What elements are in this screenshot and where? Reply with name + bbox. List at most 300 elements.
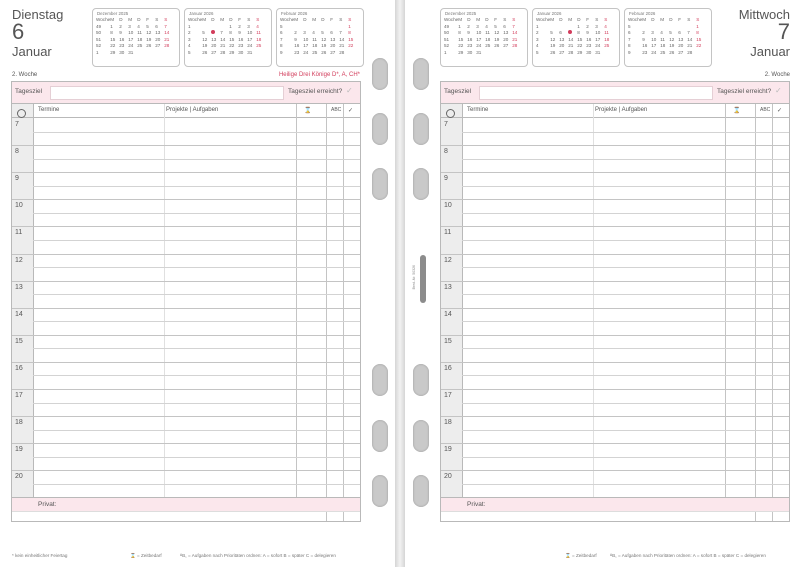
calendar-day-cell: 14 bbox=[339, 36, 345, 42]
half-hour-line bbox=[462, 403, 789, 404]
left-page bbox=[0, 0, 395, 567]
calendar-day-cell: 24 bbox=[303, 49, 309, 55]
calendar-header-cell: S bbox=[256, 17, 260, 22]
calendar-day-cell: 50 bbox=[444, 30, 450, 35]
hour-label: 18 bbox=[444, 419, 452, 427]
hour-label: 8 bbox=[444, 148, 448, 156]
calendar-day-cell: 52 bbox=[444, 43, 450, 48]
private-label: Privat: bbox=[467, 501, 486, 508]
hour-column bbox=[441, 104, 463, 499]
half-hour-line bbox=[462, 213, 789, 214]
calendar-day-cell: 31 bbox=[128, 49, 134, 55]
calendar-day-cell: 13 bbox=[503, 30, 509, 35]
calendar-header-cell: F bbox=[586, 17, 590, 22]
hour-label: 9 bbox=[444, 175, 448, 183]
calendar-day-cell bbox=[512, 50, 521, 57]
calendar-day-cell bbox=[155, 50, 164, 57]
hour-line bbox=[12, 362, 360, 363]
calendar-day-cell: 13 bbox=[678, 36, 684, 42]
half-hour-line bbox=[462, 159, 789, 160]
calendar-day-cell: 49 bbox=[96, 23, 102, 29]
hour-line bbox=[441, 416, 789, 417]
half-hour-line bbox=[462, 484, 789, 485]
hour-label: 13 bbox=[444, 283, 452, 291]
hour-line bbox=[441, 281, 789, 282]
hour-line bbox=[12, 308, 360, 309]
calendar-day-cell: 21 bbox=[339, 43, 345, 48]
calendar-day-cell: 3 bbox=[247, 23, 250, 29]
calendar-day-cell: 23 bbox=[586, 43, 592, 48]
current-day-marker bbox=[211, 30, 215, 34]
calendar-day-cell: 16 bbox=[586, 36, 592, 42]
calendar-day-cell: 5 bbox=[628, 23, 631, 29]
calendar-day-cell: 10 bbox=[476, 30, 482, 35]
hour-label: 18 bbox=[15, 419, 23, 427]
calendar-header-cell: M bbox=[312, 17, 317, 22]
spine-label bbox=[414, 255, 434, 305]
calendar-day-cell: 3 bbox=[303, 30, 306, 35]
calendar-header-cell: D bbox=[303, 17, 307, 22]
legend-priorities: ᴬB꜀ = Aufgaben nach Prioritäten ordnen: A = sofort B = später C = delegieren bbox=[180, 553, 336, 558]
calendar-day-cell: 16 bbox=[294, 43, 300, 48]
calendar-day-cell: 7 bbox=[220, 30, 223, 35]
calendar-header-cell: D bbox=[119, 17, 123, 22]
goal-check-icon[interactable]: ✓ bbox=[346, 86, 353, 95]
calendar-header-cell: D bbox=[229, 17, 233, 22]
calendar-header-cell: M bbox=[110, 17, 115, 22]
calendar-header-cell: D bbox=[651, 17, 655, 22]
goal-label: Tagesziel bbox=[444, 88, 472, 95]
calendar-header-cell: M bbox=[660, 17, 665, 22]
calendar-day-cell: 16 bbox=[238, 36, 244, 42]
hour-label: 12 bbox=[15, 256, 23, 264]
calendar-day-cell: 7 bbox=[687, 30, 690, 35]
calendar-day-cell bbox=[256, 50, 265, 57]
week-label: 2. Woche bbox=[764, 72, 790, 78]
calendar-day-cell: 15 bbox=[229, 36, 235, 42]
hour-line bbox=[12, 470, 360, 471]
column-header bbox=[12, 104, 360, 118]
calendar-day-cell: 1 bbox=[188, 23, 191, 29]
calendar-day-cell: 22 bbox=[696, 43, 702, 48]
calendar-day-cell: 23 bbox=[467, 43, 473, 48]
calendar-day-cell: 6 bbox=[155, 23, 158, 29]
hour-line bbox=[441, 226, 789, 227]
calendar-header-cell: M bbox=[550, 17, 555, 22]
calendar-day-cell: 51 bbox=[444, 36, 450, 42]
calendar-day-cell: 2 bbox=[586, 23, 589, 29]
hour-line bbox=[12, 416, 360, 417]
hour-line bbox=[441, 199, 789, 200]
hour-label: 12 bbox=[444, 256, 452, 264]
mini-calendar-title: Dezember 2025 bbox=[445, 11, 477, 16]
hour-line bbox=[441, 335, 789, 336]
termine-header: Termine bbox=[467, 107, 489, 113]
footnote: * kein einheitlicher Feiertag bbox=[12, 553, 68, 558]
calendar-day-cell: 20 bbox=[678, 43, 684, 48]
hour-line bbox=[441, 308, 789, 309]
calendar-day-cell: 5 bbox=[536, 49, 539, 55]
holiday-label: Heilige Drei Könige D*, A, CH* bbox=[278, 72, 360, 78]
half-hour-line bbox=[462, 348, 789, 349]
calendar-day-cell: 14 bbox=[512, 30, 518, 35]
half-hour-line bbox=[33, 132, 360, 133]
calendar-day-cell: 5 bbox=[146, 23, 149, 29]
hour-label: 16 bbox=[444, 364, 452, 372]
day-number: 7 bbox=[777, 19, 790, 44]
calendar-header-cell: D bbox=[137, 17, 141, 22]
column-divider bbox=[772, 104, 773, 521]
calendar-day-cell: 21 bbox=[687, 43, 693, 48]
calendar-day-cell: 29 bbox=[110, 49, 116, 55]
hour-label: 10 bbox=[15, 202, 23, 210]
calendar-header-cell: F bbox=[678, 17, 682, 22]
half-hour-line bbox=[33, 457, 360, 458]
calendar-day-cell: 31 bbox=[247, 49, 253, 55]
mini-calendar-title: Januar 2026 bbox=[537, 11, 562, 16]
calendar-day-cell: 13 bbox=[330, 36, 336, 42]
goal-input[interactable] bbox=[50, 86, 284, 100]
hour-line bbox=[441, 172, 789, 173]
half-hour-line bbox=[33, 267, 360, 268]
calendar-day-cell: 12 bbox=[494, 30, 500, 35]
calendar-day-cell: 24 bbox=[247, 43, 253, 48]
legend-zeitbedarf: ⌛ = Zeitbedarf bbox=[130, 553, 162, 558]
calendar-day-cell: 7 bbox=[339, 30, 342, 35]
punch-hole bbox=[372, 420, 388, 452]
calendar-day-cell: 19 bbox=[202, 43, 208, 48]
calendar-header-cell: Woche bbox=[628, 17, 643, 22]
hour-label: 14 bbox=[15, 310, 23, 318]
hour-label: 15 bbox=[444, 337, 452, 345]
calendar-day-cell: 28 bbox=[512, 43, 518, 48]
calendar-day-cell: 26 bbox=[669, 49, 675, 55]
calendar-header-cell: S bbox=[512, 17, 516, 22]
projekte-header: Projekte | Aufgaben bbox=[595, 107, 648, 113]
goal-reached-label: Tagesziel erreicht? bbox=[288, 88, 343, 95]
half-hour-line bbox=[33, 213, 360, 214]
calendar-day-cell: 17 bbox=[303, 43, 309, 48]
hour-label: 7 bbox=[15, 121, 19, 128]
calendar-day-cell: 4 bbox=[137, 23, 140, 29]
calendar-day-cell: 7 bbox=[628, 36, 631, 42]
calendar-day-cell: 29 bbox=[577, 49, 583, 55]
half-hour-line bbox=[33, 430, 360, 431]
done-check-header: ✓ bbox=[777, 108, 783, 114]
calendar-day-cell: 22 bbox=[577, 43, 583, 48]
calendar-day-cell: 4 bbox=[536, 43, 539, 48]
calendar-day-cell: 10 bbox=[595, 30, 601, 35]
legend-zeitbedarf: ⌛ = Zeitbedarf bbox=[565, 553, 597, 558]
punch-hole bbox=[413, 168, 429, 200]
calendar-day-cell: 24 bbox=[128, 43, 134, 48]
calendar-day-cell: 22 bbox=[229, 43, 235, 48]
calendar-day-cell bbox=[164, 50, 173, 57]
calendar-day-cell: 25 bbox=[312, 49, 318, 55]
calendar-day-cell: 8 bbox=[110, 30, 113, 35]
calendar-day-cell: 8 bbox=[628, 43, 631, 48]
calendar-day-cell: 23 bbox=[238, 43, 244, 48]
calendar-day-cell: 18 bbox=[137, 36, 143, 42]
calendar-day-cell: 8 bbox=[280, 43, 283, 48]
calendar-day-cell: 12 bbox=[202, 36, 208, 42]
calendar-day-cell: 9 bbox=[119, 30, 122, 35]
calendar-day-cell: 28 bbox=[687, 49, 693, 55]
hour-label: 10 bbox=[444, 202, 452, 210]
calendar-header-cell: M bbox=[458, 17, 463, 22]
calendar-day-cell: 18 bbox=[485, 36, 491, 42]
calendar-header-cell: Woche bbox=[280, 17, 295, 22]
calendar-header-cell: M bbox=[476, 17, 481, 22]
hourglass-icon: ⌛ bbox=[304, 108, 312, 114]
calendar-day-cell: 26 bbox=[494, 43, 500, 48]
half-hour-line bbox=[462, 375, 789, 376]
calendar-day-cell: 5 bbox=[550, 30, 553, 35]
calendar-day-cell: 28 bbox=[220, 49, 226, 55]
hour-line bbox=[12, 254, 360, 255]
calendar-day-cell: 49 bbox=[444, 23, 450, 29]
calendar-header-cell: M bbox=[202, 17, 207, 22]
goal-input[interactable] bbox=[479, 86, 713, 100]
calendar-header-cell: M bbox=[642, 17, 647, 22]
calendar-day-cell bbox=[494, 50, 503, 57]
half-hour-line bbox=[33, 159, 360, 160]
half-hour-line bbox=[33, 321, 360, 322]
calendar-day-cell: 17 bbox=[476, 36, 482, 42]
abc-priority-header: ABC bbox=[760, 107, 771, 113]
mini-calendar bbox=[532, 8, 620, 67]
calendar-header-cell: S bbox=[696, 17, 700, 22]
calendar-day-cell: 2 bbox=[188, 30, 191, 35]
calendar-day-cell: 5 bbox=[280, 23, 283, 29]
calendar-header-cell: M bbox=[220, 17, 225, 22]
hour-column bbox=[12, 104, 34, 499]
calendar-day-cell: 6 bbox=[628, 30, 631, 35]
calendar-day-cell: 19 bbox=[146, 36, 152, 42]
calendar-header-cell: Woche bbox=[444, 17, 459, 22]
half-hour-line bbox=[462, 132, 789, 133]
hourglass-icon: ⌛ bbox=[733, 108, 741, 114]
day-name: Mittwoch bbox=[738, 7, 790, 22]
calendar-day-cell: 14 bbox=[220, 36, 226, 42]
calendar-day-cell: 25 bbox=[137, 43, 143, 48]
calendar-day-cell: 20 bbox=[503, 36, 509, 42]
goal-row bbox=[441, 82, 789, 104]
calendar-header-cell: D bbox=[559, 17, 563, 22]
goal-check-icon[interactable]: ✓ bbox=[775, 86, 782, 95]
planner-grid bbox=[440, 81, 790, 522]
calendar-day-cell: 22 bbox=[348, 43, 354, 48]
goal-label: Tagesziel bbox=[15, 88, 43, 95]
calendar-header-cell: D bbox=[211, 17, 215, 22]
calendar-day-cell: 23 bbox=[119, 43, 125, 48]
private-label: Privat: bbox=[38, 501, 57, 508]
calendar-day-cell: 28 bbox=[164, 43, 170, 48]
calendar-day-cell: 3 bbox=[476, 23, 479, 29]
calendar-header-cell: S bbox=[155, 17, 159, 22]
mini-calendar bbox=[184, 8, 272, 67]
half-hour-line bbox=[33, 484, 360, 485]
calendar-day-cell: 4 bbox=[256, 23, 259, 29]
calendar-day-cell: 10 bbox=[247, 30, 253, 35]
calendar-day-cell: 30 bbox=[238, 49, 244, 55]
calendar-day-cell: 9 bbox=[294, 36, 297, 42]
hour-line bbox=[12, 335, 360, 336]
calendar-day-cell: 11 bbox=[604, 30, 609, 35]
hour-line bbox=[12, 443, 360, 444]
mini-calendar-title: Februar 2026 bbox=[281, 11, 308, 16]
calendar-day-cell: 2 bbox=[238, 23, 241, 29]
calendar-day-cell: 16 bbox=[119, 36, 125, 42]
calendar-header-cell: F bbox=[494, 17, 498, 22]
hour-label: 11 bbox=[15, 229, 23, 237]
mini-calendar-title: Januar 2026 bbox=[189, 11, 214, 16]
calendar-day-cell: 4 bbox=[188, 43, 191, 48]
half-hour-line bbox=[462, 294, 789, 295]
column-divider bbox=[725, 104, 726, 499]
calendar-day-cell: 13 bbox=[559, 36, 565, 42]
punch-hole bbox=[372, 58, 388, 90]
hour-line bbox=[441, 362, 789, 363]
binding-gutter bbox=[395, 0, 405, 567]
calendar-header-cell: M bbox=[128, 17, 133, 22]
calendar-day-cell: 12 bbox=[669, 36, 675, 42]
calendar-day-cell bbox=[348, 50, 357, 57]
termine-header: Termine bbox=[38, 107, 60, 113]
calendar-day-cell: 15 bbox=[696, 36, 702, 42]
column-divider bbox=[326, 104, 327, 521]
hourglass-icon: ⌛ bbox=[130, 553, 136, 558]
calendar-day-cell bbox=[604, 50, 613, 57]
calendar-day-cell: 6 bbox=[559, 30, 562, 35]
column-divider bbox=[593, 104, 594, 499]
calendar-header-cell: S bbox=[348, 17, 352, 22]
calendar-day-cell: 1 bbox=[96, 49, 99, 55]
calendar-day-cell: 28 bbox=[339, 49, 345, 55]
punch-hole bbox=[413, 420, 429, 452]
calendar-day-cell: 8 bbox=[577, 30, 580, 35]
half-hour-line bbox=[462, 240, 789, 241]
calendar-header-cell: S bbox=[339, 17, 343, 22]
abc-priority-header: ABC bbox=[331, 107, 342, 113]
hour-line bbox=[441, 470, 789, 471]
calendar-header-cell: S bbox=[247, 17, 251, 22]
calendar-day-cell: 21 bbox=[164, 36, 170, 42]
half-hour-line bbox=[462, 430, 789, 431]
calendar-day-cell: 25 bbox=[604, 43, 610, 48]
calendar-day-cell: 5 bbox=[494, 23, 497, 29]
calendar-day-cell: 3 bbox=[536, 36, 539, 42]
calendar-header-cell: Woche bbox=[96, 17, 111, 22]
hour-label: 15 bbox=[15, 337, 23, 345]
calendar-day-cell bbox=[503, 50, 512, 57]
private-line bbox=[12, 511, 360, 512]
half-hour-line bbox=[33, 375, 360, 376]
calendar-day-cell: 15 bbox=[348, 36, 354, 42]
hour-line bbox=[441, 443, 789, 444]
calendar-day-cell: 1 bbox=[444, 49, 447, 55]
spine-badge bbox=[420, 255, 426, 303]
calendar-header-cell: Woche bbox=[188, 17, 203, 22]
hourglass-icon: ⌛ bbox=[565, 553, 571, 558]
calendar-day-cell: 23 bbox=[294, 49, 300, 55]
calendar-day-cell: 17 bbox=[128, 36, 134, 42]
calendar-day-cell: 3 bbox=[651, 30, 654, 35]
punch-hole bbox=[372, 475, 388, 507]
hour-label: 14 bbox=[444, 310, 452, 318]
calendar-day-cell: 1 bbox=[696, 23, 699, 29]
calendar-day-cell: 6 bbox=[330, 30, 333, 35]
calendar-day-cell: 1 bbox=[348, 23, 351, 29]
calendar-day-cell: 12 bbox=[550, 36, 556, 42]
half-hour-line bbox=[33, 186, 360, 187]
calendar-day-cell: 8 bbox=[458, 30, 461, 35]
private-row bbox=[12, 497, 360, 512]
calendar-day-cell: 25 bbox=[256, 43, 262, 48]
half-hour-line bbox=[33, 403, 360, 404]
calendar-day-cell: 24 bbox=[651, 49, 657, 55]
calendar-day-cell: 11 bbox=[137, 30, 142, 35]
half-hour-line bbox=[462, 321, 789, 322]
calendar-day-cell: 9 bbox=[467, 30, 470, 35]
calendar-day-cell: 27 bbox=[559, 49, 565, 55]
calendar-day-cell bbox=[696, 50, 705, 57]
right-page bbox=[405, 0, 800, 567]
calendar-day-cell: 15 bbox=[458, 36, 464, 42]
column-divider bbox=[296, 104, 297, 499]
calendar-day-cell: 21 bbox=[568, 43, 574, 48]
calendar-day-cell: 29 bbox=[458, 49, 464, 55]
calendar-day-cell: 11 bbox=[485, 30, 490, 35]
column-header bbox=[441, 104, 789, 118]
calendar-day-cell: 15 bbox=[577, 36, 583, 42]
calendar-day-cell: 6 bbox=[678, 30, 681, 35]
calendar-day-cell: 27 bbox=[503, 43, 509, 48]
calendar-day-cell bbox=[146, 50, 155, 57]
calendar-header-cell: S bbox=[164, 17, 168, 22]
calendar-day-cell: 30 bbox=[467, 49, 473, 55]
punch-hole bbox=[413, 58, 429, 90]
calendar-day-cell: 5 bbox=[321, 30, 324, 35]
calendar-header-cell: D bbox=[577, 17, 581, 22]
mini-calendar-title: Dezember 2025 bbox=[97, 11, 129, 16]
goal-reached-label: Tagesziel erreicht? bbox=[717, 88, 772, 95]
day-number: 6 bbox=[12, 19, 25, 44]
current-day-marker bbox=[568, 30, 572, 34]
calendar-day-cell: 2 bbox=[536, 30, 539, 35]
hour-label: 16 bbox=[15, 364, 23, 372]
calendar-header-cell: Woche bbox=[536, 17, 551, 22]
calendar-day-cell: 3 bbox=[128, 23, 131, 29]
calendar-day-cell: 11 bbox=[256, 30, 261, 35]
day-name: Dienstag bbox=[12, 7, 64, 22]
calendar-day-cell: 31 bbox=[595, 49, 601, 55]
hour-label: 20 bbox=[15, 473, 23, 481]
hour-line bbox=[12, 389, 360, 390]
calendar-day-cell bbox=[485, 50, 494, 57]
calendar-day-cell: 5 bbox=[202, 30, 205, 35]
calendar-day-cell: 27 bbox=[678, 49, 684, 55]
punch-hole bbox=[372, 113, 388, 145]
calendar-day-cell: 17 bbox=[651, 43, 657, 48]
calendar-day-cell: 17 bbox=[595, 36, 601, 42]
calendar-day-cell: 7 bbox=[512, 23, 515, 29]
calendar-header-cell: S bbox=[604, 17, 608, 22]
hour-label: 9 bbox=[15, 175, 19, 183]
week-label: 2. Woche bbox=[12, 72, 38, 78]
projekte-header: Projekte | Aufgaben bbox=[166, 107, 219, 113]
calendar-day-cell: 2 bbox=[467, 23, 470, 29]
